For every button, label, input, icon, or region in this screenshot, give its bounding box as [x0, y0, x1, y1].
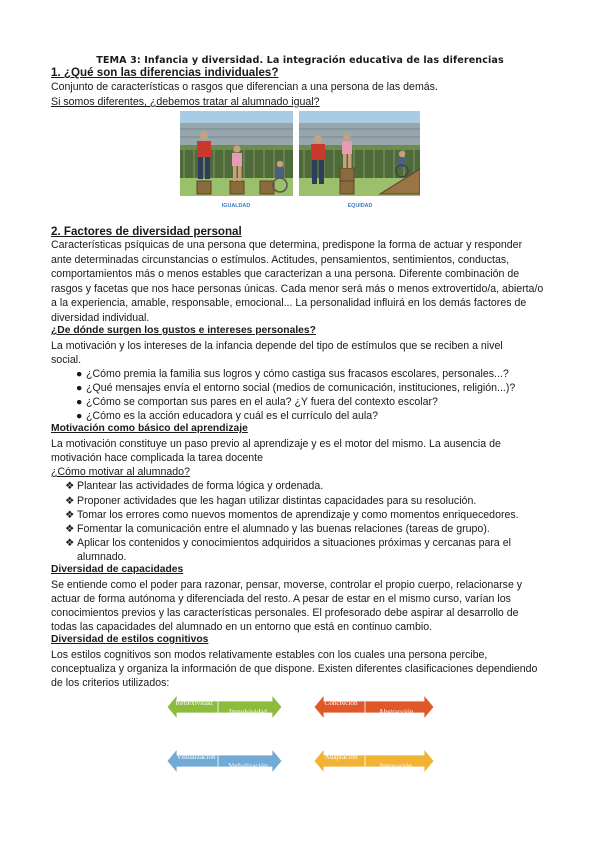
section1-question: Si somos diferentes, ¿debemos tratar al alumnado igual? — [51, 96, 320, 108]
motivation-item: ❖ Plantear las actividades de forma lógica y ordenada. — [65, 480, 324, 492]
pair-visualizacion-verbalizacion — [167, 749, 282, 773]
capacities-line: conocimientos previos y las características personales. El profesorado debe aspirar al desarrollo de — [51, 607, 519, 619]
equity-panel — [299, 111, 420, 196]
pair-reflexividad-impulsividad — [167, 695, 282, 719]
cognitive-heading: Diversidad de estilos cognitivos — [51, 634, 209, 645]
motivation-item-continuation: alumnado. — [77, 551, 127, 563]
capacities-line: Se entiende como el poder para razonar, pensar, moverse, controlar el propio cuerpo, relacionarse y — [51, 579, 523, 591]
interests-line: La motivación y los intereses de la infancia depende del tipo de estímulos que se reciben a nivel — [51, 340, 503, 352]
pair-adaptacion-innovacion — [314, 749, 434, 773]
motivation-heading: Motivación como básico del aprendizaje — [51, 423, 248, 434]
document-title: TEMA 3: Infancia y diversidad. La integración educativa de las diferencias — [96, 55, 504, 66]
equality-panel — [180, 111, 293, 196]
section1-definition: Conjunto de características o rasgos que diferencian a una persona de las demás. — [51, 81, 438, 93]
paragraph-line: diversidad individual. — [51, 312, 150, 324]
left-label: Adaptación — [324, 753, 358, 761]
motivation-item: ❖ Tomar los errores como nuevos momentos de aprendizaje y como momentos enriquecedores. — [65, 509, 519, 521]
right-label: Verbalización — [228, 762, 268, 770]
cognitive-line: de los criterios utilizados: — [51, 677, 170, 689]
left-label: Visualización — [176, 753, 216, 761]
cognitive-styles-diagram — [160, 692, 438, 798]
right-label: Abstracción — [378, 708, 414, 716]
interest-bullet: ● ¿Cómo se comportan sus pares en el aula? ¿Y fuera del contexto escolar? — [76, 396, 438, 408]
right-label: Innovación — [379, 762, 413, 770]
interest-bullet: ● ¿Cómo es la acción educadora y cuál es el currículo del aula? — [76, 410, 379, 422]
motivation-question: ¿Cómo motivar al alumnado? — [51, 466, 190, 478]
right-label: Impulsividad — [229, 708, 267, 716]
capacities-line: actuar de forma autónoma y diferenciada del resto. A pesar de estar en el mismo curso, varían los — [51, 593, 511, 605]
equity-label: EQUIDAD — [347, 203, 373, 209]
left-label: Reflexividad — [175, 699, 213, 707]
motivation-item: ❖ Fomentar la comunicación entre el alumnado y las buenas relaciones (tareas de grupo). — [65, 523, 490, 535]
motivation-line: La motivación constituye un paso previo al aprendizaje y es el motor del mismo. La ausencia de — [51, 438, 501, 450]
capacities-line: todas las capacidades del alumnado en un entorno que está en continuo cambio. — [51, 621, 433, 633]
equality-label: IGUALDAD — [221, 203, 251, 209]
capacities-heading: Diversidad de capacidades — [51, 564, 184, 575]
pair-concrecion-abstraccion — [314, 695, 434, 719]
paragraph-line: Características psíquicas de una persona que determina, predispone la forma de actuar y responder — [51, 239, 523, 251]
paragraph-line: a la experiencia, amable, responsable, emocional... La personalidad influirá en los demás factores de — [51, 297, 527, 309]
paragraph-line: ante determinadas circunstancias o estímulos. Actitudes, pensamientos, sentimientos, conductas, — [51, 254, 510, 266]
section1-heading: 1. ¿Qué son las diferencias individuales? — [51, 66, 279, 79]
paragraph-line: comportamientos más o menos estables que caracterizan a una persona. Diferente combinación de — [51, 268, 520, 280]
paragraph-line: rasgos y facetas que nos hace personas únicas. Cada menor será más o menos extrovertido/a, abierta/o — [51, 283, 544, 295]
motivation-item: ❖ Aplicar los contenidos y conocimientos adquiridos a situaciones próximas y cercanas para el — [65, 537, 511, 549]
section2-heading: 2. Factores de diversidad personal — [51, 225, 242, 238]
motivation-line: motivación hace complicada la tarea docente — [51, 452, 263, 464]
interests-heading: ¿De dónde surgen los gustos e intereses personales? — [51, 325, 316, 336]
equality-equity-illustration — [180, 111, 420, 212]
interests-line: social. — [51, 354, 82, 366]
left-label: Concreción — [324, 699, 358, 707]
interest-bullet: ● ¿Cómo premia la familia sus logros y cómo castiga sus fracasos escolares, personales...? — [76, 368, 509, 380]
interest-bullet: ● ¿Qué mensajes envía el entorno social (medios de comunicación, instituciones, religión...)? — [76, 382, 516, 394]
cognitive-line: Los estilos cognitivos son modos relativamente estables con los cuales una persona percibe, — [51, 649, 488, 661]
cognitive-line: conceptualiza y organiza la información de que dispone. Existen diferentes clasificaciones dependiendo — [51, 663, 538, 675]
motivation-item: ❖ Proponer actividades que les hagan utilizar distintas capacidades para su resolución. — [65, 495, 477, 507]
